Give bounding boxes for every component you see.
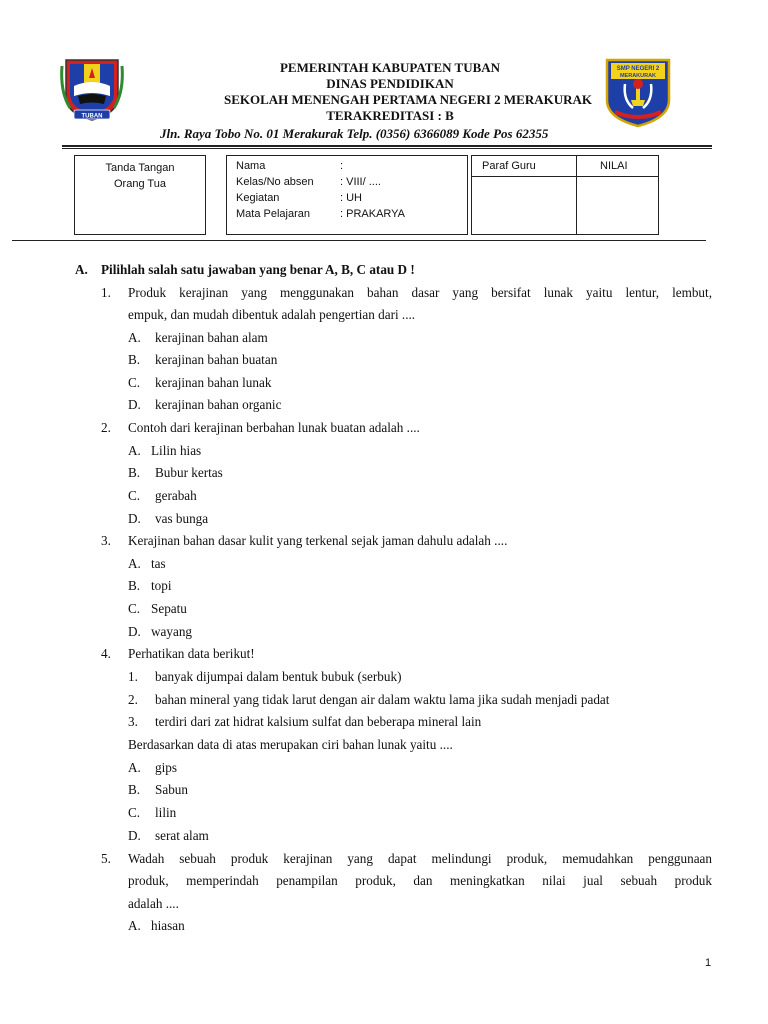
identity-value: : — [340, 160, 344, 172]
question-5-text-line-3: adalah .... — [128, 896, 179, 911]
identity-value: : PRAKARYA — [340, 208, 406, 220]
q3-option-a[interactable]: tas — [151, 556, 166, 571]
parent-signature-label-1: Tanda Tangan — [105, 162, 175, 174]
identity-label: Nama — [236, 160, 266, 172]
q1-option-key[interactable]: B. — [128, 352, 141, 367]
q1-option-a[interactable]: kerajinan bahan alam — [155, 330, 268, 345]
page-number: 1 — [705, 957, 712, 969]
q4-option-key[interactable]: C. — [128, 805, 141, 820]
section-instruction: Pilihlah salah satu jawaban yang benar A, B, C atau D ! — [101, 262, 415, 277]
q2-option-b[interactable]: Bubur kertas — [155, 465, 223, 480]
identity-row-name[interactable] — [236, 159, 343, 174]
section-letter: A. — [75, 262, 88, 277]
letterhead-line-1: PEMERINTAH KABUPATEN TUBAN — [279, 60, 501, 75]
q4-data-item-2: bahan mineral yang tidak larut dengan air dalam waktu lama jika sudah menjadi padat — [155, 692, 610, 707]
q4-option-key[interactable]: D. — [128, 828, 141, 843]
grade-header-divider — [472, 176, 658, 177]
question-1-text-line-2: empuk, dan mudah dibentuk adalah pengertian dari .... — [128, 307, 416, 322]
q1-option-d[interactable]: kerajinan bahan organic — [155, 397, 282, 412]
q4-option-a[interactable]: gips — [155, 760, 177, 775]
q2-option-key[interactable]: B. — [128, 465, 141, 480]
identity-row-subject — [236, 207, 405, 222]
q2-option-key[interactable]: C. — [128, 488, 141, 503]
q3-option-key[interactable]: A. — [128, 556, 141, 571]
q3-option-key[interactable]: D. — [128, 624, 141, 639]
q1-option-key[interactable]: A. — [128, 330, 141, 345]
section-divider — [12, 240, 706, 241]
question-2-text: Contoh dari kerajinan berbahan lunak buatan adalah .... — [128, 420, 420, 435]
question-5-text-line-1: Wadah sebuah produk kerajinan yang dapat melindungi produk, memudahkan penggunaan — [128, 851, 712, 866]
question-5-text-line-2: produk, memperindah penampilan produk, dan meningkatkan nilai jual sebuah produk — [128, 873, 712, 888]
q4-data-key: 3. — [128, 714, 138, 729]
q4-data-item-1: banyak dijumpai dalam bentuk bubuk (serbuk) — [155, 669, 402, 684]
identity-value: : UH — [340, 192, 362, 204]
q5-option-a[interactable]: hiasan — [151, 918, 185, 933]
q3-option-b[interactable]: topi — [151, 578, 172, 593]
q3-option-key[interactable]: B. — [128, 578, 141, 593]
q1-option-c[interactable]: kerajinan bahan lunak — [155, 375, 272, 390]
right-logo-text-1: SMP NEGERI 2 — [616, 66, 660, 72]
student-identity-box — [226, 155, 468, 235]
q2-option-key[interactable]: A. — [128, 443, 141, 458]
letterhead — [130, 60, 650, 124]
q1-option-b[interactable]: kerajinan bahan buatan — [155, 352, 278, 367]
question-4-text: Perhatikan data berikut! — [128, 646, 255, 661]
question-3-text: Kerajinan bahan dasar kulit yang terkenal sejak jaman dahulu adalah .... — [128, 533, 508, 548]
letterhead-line-2: DINAS PENDIDIKAN — [326, 76, 454, 91]
q4-data-key: 1. — [128, 669, 138, 684]
q4-data-key: 2. — [128, 692, 138, 707]
q3-option-key[interactable]: C. — [128, 601, 141, 616]
school-logo — [603, 56, 673, 128]
letterhead-accreditation: TERAKREDITASI : B — [326, 108, 454, 123]
question-3-number: 3. — [101, 533, 111, 548]
parent-signature-box[interactable] — [74, 155, 206, 235]
school-address: Jln. Raya Tobo No. 01 Merakurak Telp. (0356) 6366089 Kode Pos 62355 — [160, 126, 549, 141]
q2-option-a[interactable]: Lilin hias — [151, 443, 202, 458]
identity-label: Kelas/No absen — [236, 176, 314, 188]
header-rule-thick — [62, 145, 712, 147]
q4-option-d[interactable]: serat alam — [155, 828, 209, 843]
q1-option-key[interactable]: D. — [128, 397, 141, 412]
question-4-number: 4. — [101, 646, 111, 661]
q4-option-key[interactable]: A. — [128, 760, 141, 775]
kabupaten-tuban-logo — [60, 56, 124, 122]
q2-option-d[interactable]: vas bunga — [155, 511, 209, 526]
identity-label: Kegiatan — [236, 192, 280, 204]
q2-option-key[interactable]: D. — [128, 511, 141, 526]
identity-value: : VIII/ .... — [340, 176, 381, 188]
identity-row-activity — [236, 191, 362, 206]
question-5-number: 5. — [101, 851, 111, 866]
q3-option-d[interactable]: wayang — [151, 624, 193, 639]
identity-label: Mata Pelajaran — [236, 208, 310, 220]
paraf-guru-label: Paraf Guru — [482, 160, 536, 172]
q4-option-b[interactable]: Sabun — [155, 782, 188, 797]
q3-option-c[interactable]: Sepatu — [151, 601, 187, 616]
question-1-text-line-1: Produk kerajinan yang menggunakan bahan dasar yang bersifat lunak yaitu lentur, lembut, — [128, 285, 712, 300]
header-rule-thin — [62, 148, 712, 149]
grade-box — [471, 155, 659, 235]
q2-option-c[interactable]: gerabah — [155, 488, 197, 503]
left-logo-text: TUBAN — [81, 113, 103, 120]
identity-row-class[interactable] — [236, 175, 381, 190]
right-logo-text-2: MERAKURAK — [619, 73, 657, 79]
q4-option-c[interactable]: lilin — [155, 805, 177, 820]
nilai-label: NILAI — [600, 160, 628, 172]
letterhead-school-name: SEKOLAH MENENGAH PERTAMA NEGERI 2 MERAKURAK — [223, 92, 593, 107]
grade-column-divider — [576, 156, 577, 234]
q4-data-item-3: terdiri dari zat hidrat kalsium sulfat dan beberapa mineral lain — [155, 714, 482, 729]
parent-signature-label-2: Orang Tua — [114, 178, 166, 190]
q4-option-key[interactable]: B. — [128, 782, 141, 797]
question-4-prompt: Berdasarkan data di atas merupakan ciri bahan lunak yaitu .... — [128, 737, 453, 752]
question-2-number: 2. — [101, 420, 111, 435]
q5-option-key[interactable]: A. — [128, 918, 141, 933]
q1-option-key[interactable]: C. — [128, 375, 141, 390]
question-1-number: 1. — [101, 285, 111, 300]
